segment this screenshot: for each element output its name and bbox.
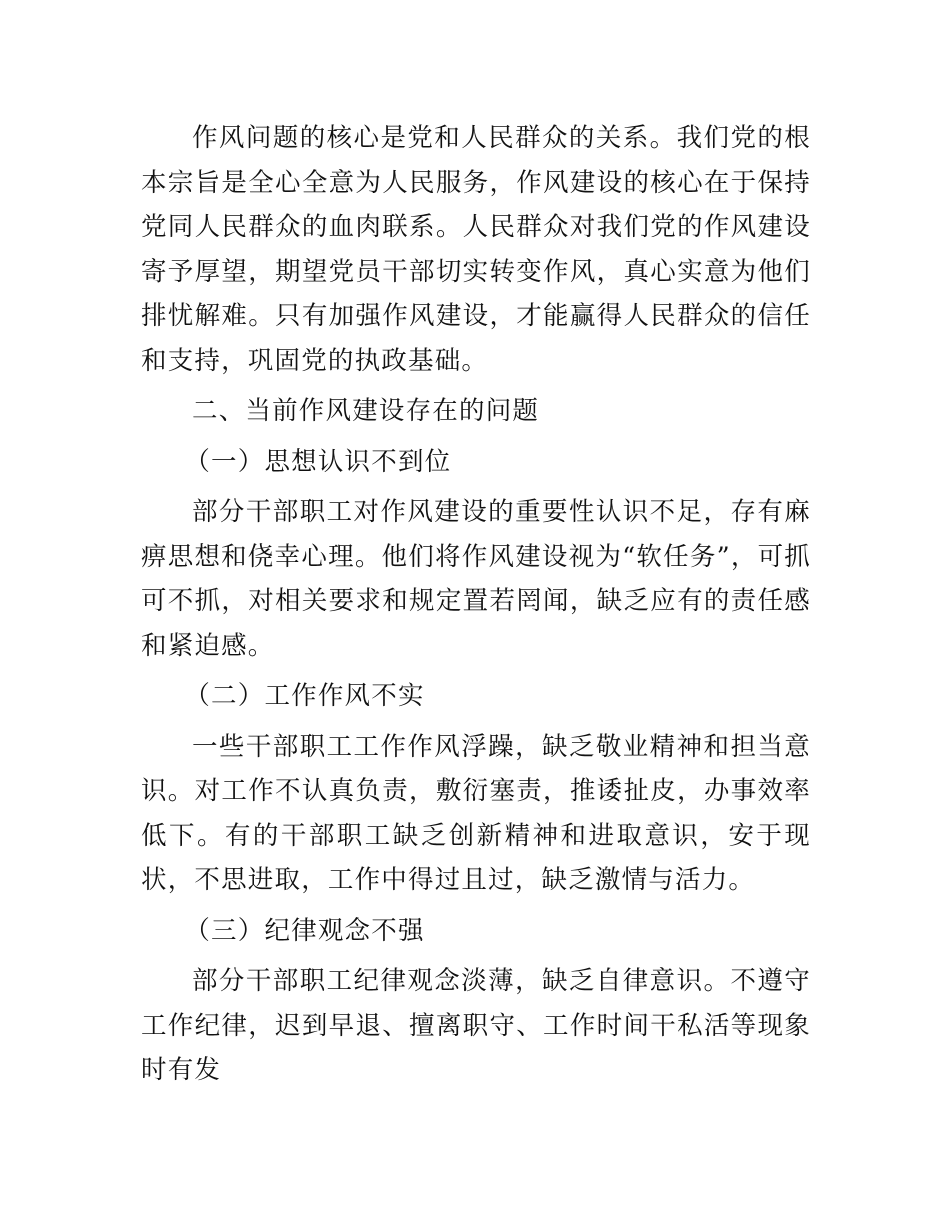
document-body [141, 116, 811, 1099]
section-heading-current-problems: 二、当前作风建设存在的问题 [192, 396, 540, 426]
subheading-work-style: （二）工作作风不实 [184, 681, 425, 711]
paragraph-discipline: 部分干部职工纪律观念淡薄，缺乏自律意识。不遵守工作纪律，迟到早退、擅离职守、工作时间干私活等现象时有发 [141, 966, 811, 1085]
subheading-ideological-awareness: （一）思想认识不到位 [184, 446, 452, 477]
paragraph-work-style: 一些干部职工工作作风浮躁，缺乏敬业精神和担当意识。对工作不认真负责，敷衍塞责，推诿扯皮，办事效率低下。有的干部职工缺乏创新精神和进取意识，安于现状，不思进取，工作中得过且过，缺乏激情与活力。 [141, 731, 811, 895]
paragraph-party-people-relationship: 作风问题的核心是党和人民群众的关系。我们党的根本宗旨是全心全意为人民服务，作风建设的核心在于保持党同人民群众的血肉联系。人民群众对我们党的作风建设寄予厚望，期望党员干部切实转变作风，真心实意为他们排忧解难。只有加强作风建设，才能赢得人民群众的信任和支持，巩固党的执政基础。 [141, 123, 811, 376]
paragraph-ideological-awareness: 部分干部职工对作风建设的重要性认识不足，存有麻痹思想和侥幸心理。他们将作风建设视为“软任务”，可抓可不抓，对相关要求和规定置若罔闻，缺乏应有的责任感和紧迫感。 [141, 497, 811, 661]
subheading-discipline: （三）纪律观念不强 [184, 915, 425, 946]
